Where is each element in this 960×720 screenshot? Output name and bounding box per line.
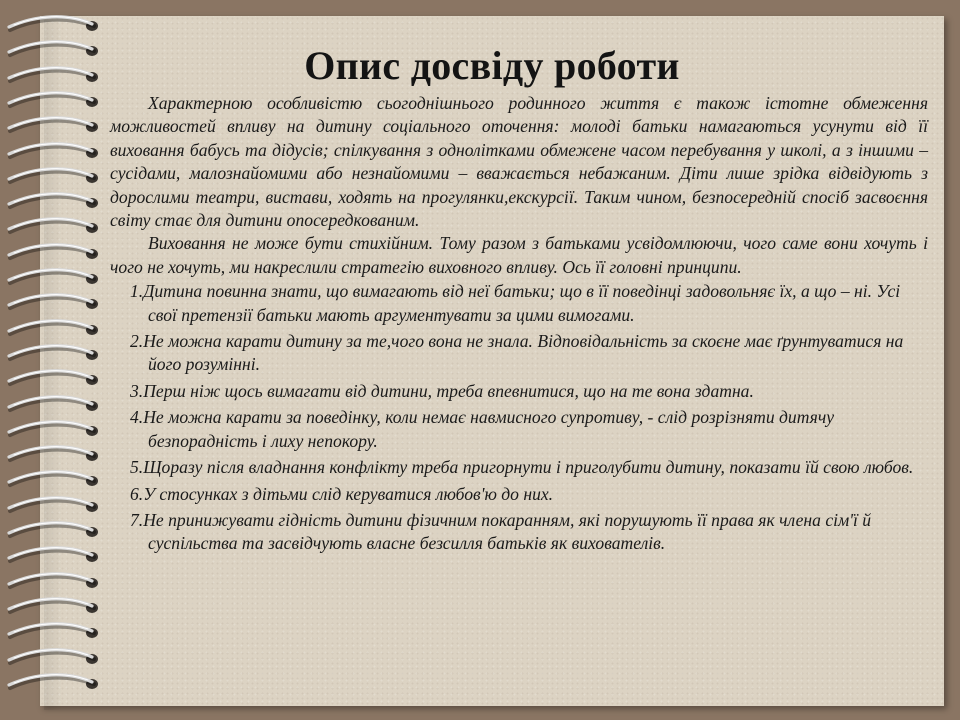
spiral-ring-icon — [6, 216, 102, 238]
spiral-ring-icon — [6, 520, 102, 542]
spiral-ring-icon — [6, 444, 102, 466]
spiral-ring-icon — [6, 191, 102, 213]
spiral-ring-icon — [6, 115, 102, 137]
spiral-ring-icon — [6, 14, 102, 36]
paragraph-strategy: Виховання не може бути стихійним. Тому разом з батьками усвідомлюючи, чого саме вони хочуть і чого не хочуть, ми накреслили стратегію виховного впливу. Ось її головні принципи. — [110, 233, 928, 277]
spiral-ring-icon — [6, 318, 102, 340]
list-item: 5.Щоразу після владнання конфлікту треба пригорнути і приголубити дитину, показати їй свою любов. — [130, 457, 914, 478]
list-item: 7.Не принижувати гідність дитини фізичним покаранням, які порушують її права як члена сім'ї й суспільства та засвідчують власне безсилля батьків як вихователів. — [130, 509, 872, 554]
spiral-ring-icon — [6, 419, 102, 441]
spiral-ring-icon — [6, 242, 102, 264]
spiral-ring-icon — [6, 596, 102, 618]
spiral-ring-icon — [6, 495, 102, 517]
spiral-ring-icon — [6, 292, 102, 314]
list-item: 6.У стосунках з дітьми слід керуватися любов'ю до них. — [130, 483, 554, 504]
spiral-ring-icon — [6, 368, 102, 390]
page-title: Опис досвіду роботи — [304, 43, 680, 88]
spiral-ring-icon — [6, 166, 102, 188]
spiral-ring-icon — [6, 571, 102, 593]
list-item: 1.Дитина повинна знати, що вимагають від неї батьки; що в її поведінці задовольняє їх, а що – ні. Усі свої претензії батьки мають аргументувати за цими вимогами. — [130, 281, 901, 325]
spiral-ring-icon — [6, 343, 102, 365]
spiral-ring-icon — [6, 545, 102, 567]
principles-list — [110, 280, 928, 555]
spiral-ring-icon — [6, 267, 102, 289]
list-item: 3.Перш ніж щось вимагати від дитини, треба впевнитися, що на те вона здатна. — [130, 380, 754, 401]
notebook-spiral-icon — [0, 14, 110, 714]
paragraph-intro: Характерною особливістю сьогоднішнього родинного життя є також істотне обмеження можливостей впливу на дитину соціального оточення: молоді батьки намагаються усунути від її виховання бабусь та дідусів; спілкування з однолітками обмежене часом перебування у школі, а з іншими – сусідами, малознайомими або незнайомими – вважається небажаним. Діти лише зрідка відвідують з дорослими театри, вистави, ходять на прогулянки,екскурсії. Таким чином, безпосередній спосіб засвоєння світу стає для дитини опосередкованим. — [110, 93, 928, 231]
document-body — [110, 92, 928, 559]
spiral-ring-icon — [6, 469, 102, 491]
list-item: 4.Не можна карати за поведінку, коли немає навмисного супротиву, - слід розрізняти дитячу безпорадність і лиху непокору. — [130, 407, 835, 451]
spiral-ring-icon — [6, 90, 102, 112]
spiral-ring-icon — [6, 647, 102, 669]
spiral-ring-icon — [6, 141, 102, 163]
spiral-ring-icon — [6, 394, 102, 416]
spiral-ring-icon — [6, 672, 102, 694]
list-item: 2.Не можна карати дитину за те,чого вона не знала. Відповідальність за скоєне має ґрунтуватися на його розумінні. — [130, 331, 904, 375]
spiral-ring-icon — [6, 621, 102, 643]
